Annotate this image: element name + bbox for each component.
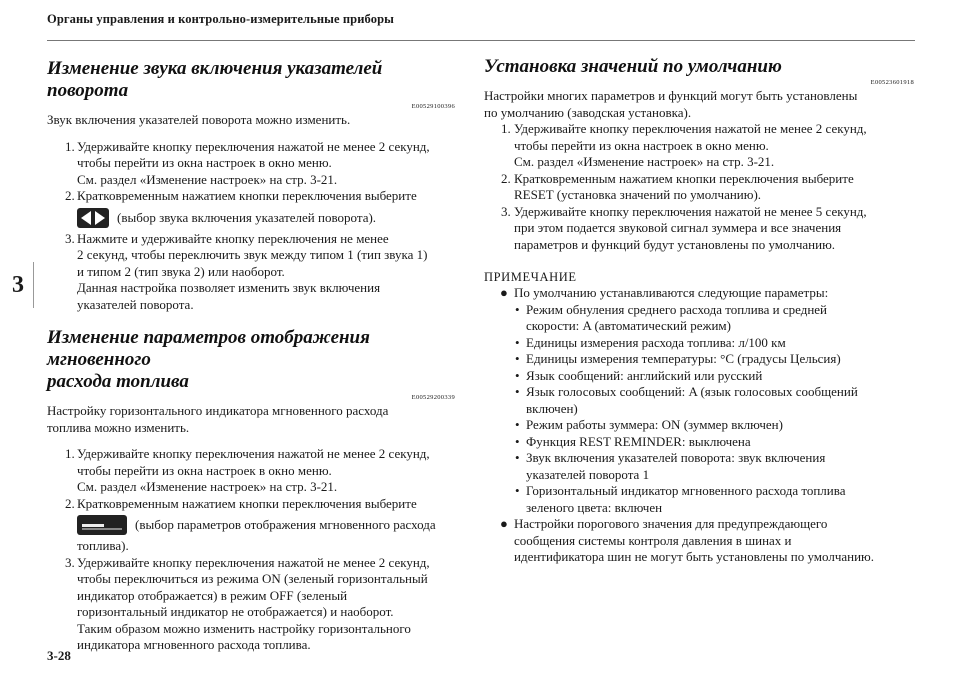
- list-item: [484, 335, 914, 352]
- list-item: [484, 434, 914, 451]
- note-bullet: [484, 516, 914, 566]
- fuel-consumption-bar-icon: [77, 515, 127, 535]
- bullet-dot: ●: [500, 285, 508, 300]
- step-text: RESET (установка значений по умолчанию).: [514, 187, 762, 202]
- steps-list: [47, 139, 455, 314]
- step-text: при этом подается звуковой сигнал зуммера и все значения: [514, 220, 842, 235]
- list-item: [484, 450, 914, 483]
- section-intro: Звук включения указателей поворота можно изменить.: [47, 112, 351, 127]
- page-number: 3-28: [47, 648, 71, 663]
- step-number: 2.: [501, 170, 511, 186]
- step-3: [484, 204, 914, 254]
- step-2: [484, 171, 914, 204]
- step-text: Кратковременным нажатием кнопки переключения выберите: [514, 170, 854, 186]
- step-text: индикатора мгновенного расхода топлива.: [77, 637, 311, 652]
- step-number: 1.: [65, 138, 75, 154]
- section-intro: [484, 88, 914, 121]
- steps-list: [47, 446, 455, 654]
- sub-bullet-dot: •: [515, 450, 520, 465]
- step-text: Нажмите и удерживайте кнопку переключения не менее: [77, 230, 389, 246]
- header-divider: [47, 40, 915, 41]
- icon-row: [47, 514, 455, 536]
- step-text: См. раздел «Изменение настроек» на стр. 3-21.: [514, 154, 775, 169]
- section-code: E00523601918: [870, 79, 914, 86]
- bullet-dot: ●: [500, 516, 508, 531]
- sub-bullet-dot: •: [515, 367, 520, 383]
- step-number: 3.: [501, 203, 511, 219]
- sub-bullet-dot: •: [515, 483, 520, 498]
- section-code: E00529200339: [411, 394, 455, 401]
- step-text: параметров и функций будут установлены по умолчанию.: [514, 236, 836, 252]
- right-column: [484, 56, 914, 566]
- intro-line: топлива можно изменить.: [47, 419, 190, 435]
- list-item-text: Режим работы зуммера: ON (зуммер включен): [526, 417, 783, 432]
- list-item-text: Звук включения указателей поворота: звук включения: [526, 450, 826, 465]
- list-item: [484, 302, 914, 335]
- list-item-text: Горизонтальный индикатор мгновенного расхода топлива: [526, 483, 846, 498]
- step-number: 3.: [65, 554, 75, 570]
- list-item-text: Единицы измерения расхода топлива: л/100 км: [526, 334, 786, 350]
- icon-caption-continued: топлива).: [77, 538, 129, 553]
- list-item: [484, 483, 914, 516]
- step-text: Данная настройка позволяет изменить звук включения: [77, 280, 381, 295]
- step-number: 2.: [65, 495, 75, 511]
- sub-bullet-dot: •: [515, 417, 520, 432]
- sub-bullet-dot: •: [515, 351, 520, 366]
- list-item-text: зеленого цвета: включен: [526, 499, 663, 515]
- step-text: Таким образом можно изменить настройку горизонтального: [77, 620, 411, 636]
- step-text: Удерживайте кнопку переключения нажатой не менее 5 секунд,: [514, 203, 867, 219]
- section-code: E00529100396: [411, 103, 455, 110]
- sub-bullet-dot: •: [515, 384, 520, 399]
- section-title-fuel-display: [47, 327, 455, 393]
- bullet-text: идентификатора шин не могут быть установлены по умолчанию.: [514, 549, 875, 564]
- turn-signal-arrows-icon: [77, 208, 109, 228]
- step-text: горизонтальный индикатор не отображается) и наоборот.: [77, 604, 394, 619]
- sub-bullet-dot: •: [515, 301, 520, 317]
- step-number: 1.: [65, 446, 75, 461]
- steps-list: [484, 121, 914, 253]
- step-text: 2 секунд, чтобы переключить звук между типом 1 (тип звука 1): [77, 247, 428, 262]
- list-item-text: скорости: A (автоматический режим): [526, 318, 731, 333]
- icon-row: [47, 207, 455, 229]
- list-item: [484, 368, 914, 385]
- step-3: [47, 231, 455, 314]
- title-line: Изменение параметров отображения мгновенного: [47, 327, 370, 370]
- step-2: [47, 496, 455, 513]
- intro-line: Настройки многих параметров и функций могут быть установлены: [484, 88, 858, 103]
- step-text: Удерживайте кнопку переключения нажатой не менее 2 секунд,: [77, 554, 430, 570]
- step-text: Удерживайте кнопку переключения нажатой не менее 2 секунд,: [77, 446, 430, 461]
- bullet-text: сообщения системы контроля давления в шинах и: [514, 532, 792, 548]
- step-2: [47, 188, 455, 205]
- page-header-title: Органы управления и контрольно-измерительные приборы: [47, 12, 394, 26]
- list-item-text: Язык сообщений: английский или русский: [526, 367, 763, 383]
- step-1: [484, 121, 914, 171]
- list-item-text: указателей поворота 1: [526, 466, 650, 482]
- list-item: [484, 417, 914, 434]
- step-text: чтобы перейти из окна настроек в окно меню.: [77, 155, 332, 170]
- section-title-defaults: Установка значений по умолчанию: [484, 56, 782, 77]
- intro-line: по умолчанию (заводская установка).: [484, 104, 692, 120]
- default-params-list: [484, 302, 914, 517]
- note-bullet: [484, 285, 914, 302]
- note-title: ПРИМЕЧАНИЕ: [484, 270, 577, 284]
- list-item-text: включен): [526, 400, 578, 416]
- list-item-text: Функция REST REMINDER: выключена: [526, 433, 751, 449]
- step-1: [47, 139, 455, 189]
- list-item-text: Режим обнуления среднего расхода топлива и средней: [526, 301, 828, 317]
- step-text: Кратковременным нажатием кнопки переключения выберите: [77, 495, 417, 511]
- intro-line: Настройку горизонтального индикатора мгновенного расхода: [47, 403, 389, 418]
- step-text: чтобы перейти из окна настроек в окно меню.: [77, 462, 332, 478]
- bullet-text: Настройки порогового значения для предупреждающего: [514, 516, 828, 531]
- step-text: См. раздел «Изменение настроек» на стр. 3-21.: [77, 479, 338, 494]
- list-item: [484, 384, 914, 417]
- step-number: 3.: [65, 230, 75, 246]
- step-text: Удерживайте кнопку переключения нажатой не менее 2 секунд,: [514, 121, 867, 136]
- section-intro: [47, 403, 455, 436]
- bullet-text: По умолчанию устанавливаются следующие параметры:: [514, 285, 829, 300]
- step-text: указателей поворота.: [77, 296, 194, 312]
- section-title-turn-signal-sound: Изменение звука включения указателей поворота: [47, 58, 383, 101]
- step-text: Кратковременным нажатием кнопки переключения выберите: [77, 188, 417, 203]
- step-text: Удерживайте кнопку переключения нажатой не менее 2 секунд,: [77, 138, 430, 154]
- icon-caption: (выбор звука включения указателей поворота).: [117, 209, 377, 225]
- list-item-text: Язык голосовых сообщений: A (язык голосовых сообщений: [526, 384, 858, 399]
- step-text: чтобы перейти из окна настроек в окно меню.: [514, 137, 769, 153]
- title-line: расхода топлива: [47, 371, 189, 392]
- step-1: [47, 446, 455, 496]
- step-text: и типом 2 (тип звука 2) или наоборот.: [77, 263, 285, 279]
- sub-bullet-dot: •: [515, 334, 520, 350]
- step-text: индикатор отображается) в режим OFF (зеленый: [77, 587, 348, 603]
- step-number: 1.: [501, 121, 511, 136]
- sub-bullet-dot: •: [515, 433, 520, 449]
- step-text: чтобы переключиться из режима ON (зеленый горизонтальный: [77, 571, 428, 586]
- step-text: См. раздел «Изменение настроек» на стр. 3-21.: [77, 171, 338, 187]
- left-column: [47, 58, 455, 654]
- list-item: [484, 351, 914, 368]
- icon-caption: (выбор параметров отображения мгновенного расхода: [135, 517, 436, 533]
- step-3: [47, 555, 455, 654]
- chapter-tab: 3: [12, 272, 24, 298]
- list-item-text: Единицы измерения температуры: °C (градусы Цельсия): [526, 351, 841, 366]
- step-number: 2.: [65, 188, 75, 203]
